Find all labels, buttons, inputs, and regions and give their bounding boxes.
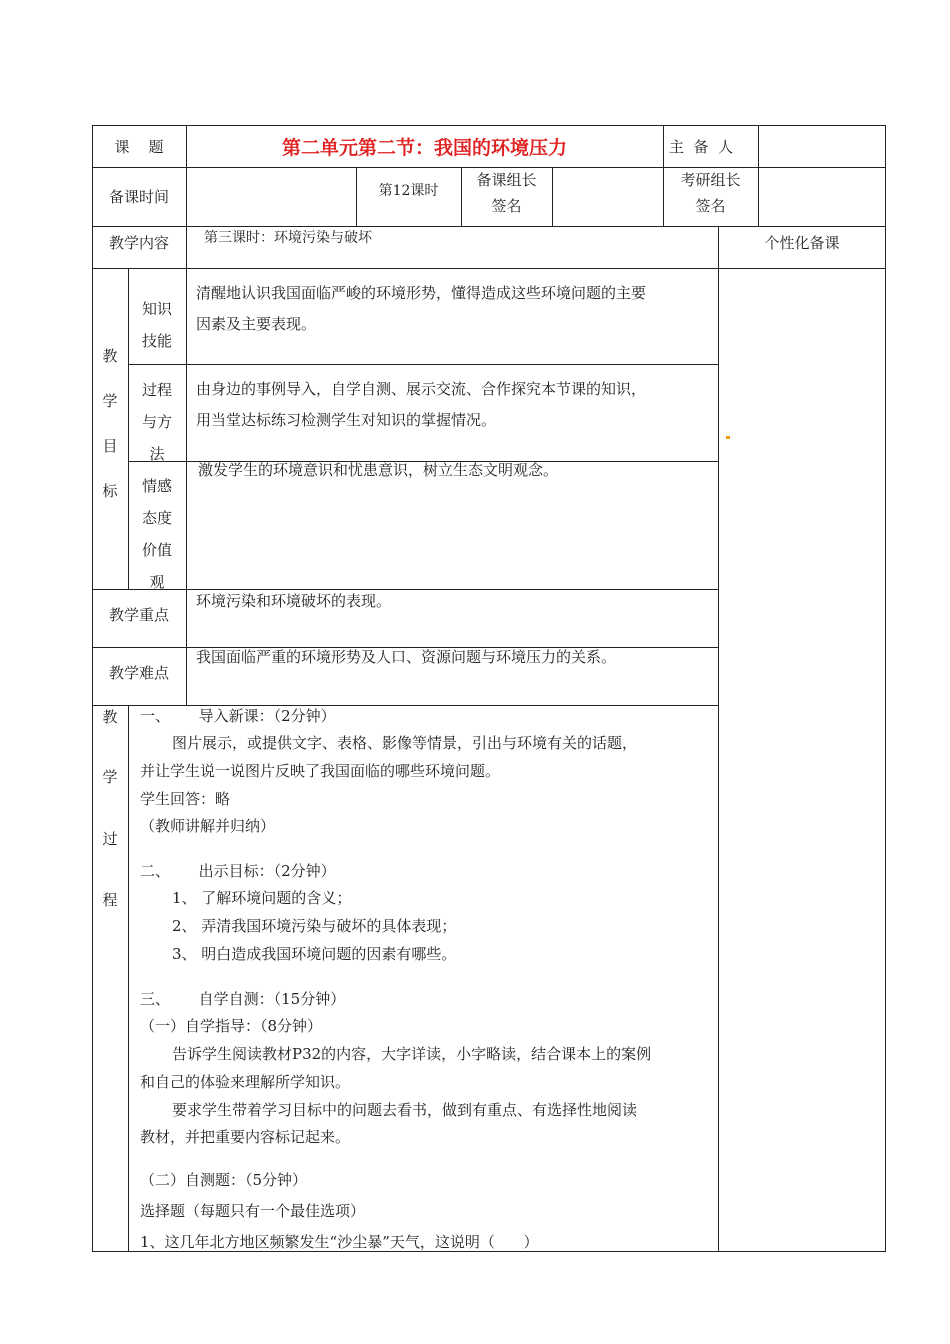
col-line [718,705,719,1252]
knowledge-label-line: 知识 [141,300,172,318]
col-line [758,125,759,227]
objective-item: 1、 了解环境问题的含义； [172,889,352,907]
section-3-title: 三、 自学自测：（15分钟） [140,990,346,1008]
process-text-line-1: 由身边的事例导入，自学自测、展示交流、合作探究本节课的知识， [196,380,647,398]
row-line [128,364,718,365]
section-1-answer: 学生回答：略 [140,790,231,808]
section-3-para-1-line-2: 和自己的体验来理解所学知识。 [140,1073,351,1091]
process-char: 过 [102,830,118,848]
key-point-text: 环境污染和环境破坏的表现。 [196,592,392,610]
research-leader-line-2: 签名 [695,197,726,215]
objective-item: 3、 明白造成我国环境问题的因素有哪些。 [172,945,457,963]
objectives-char: 目 [102,437,118,455]
emotion-label-line: 价值 [141,541,172,559]
objectives-char: 学 [102,392,118,410]
content-label: 教学内容 [108,234,169,252]
process-text-line-2: 用当堂达标练习检测学生对知识的掌握情况。 [196,411,497,429]
process-label-line: 法 [149,445,165,463]
question-1: 1、这几年北方地区频繁发生“沙尘暴”天气，这说明（ ） [140,1233,539,1251]
section-3-sub-2: （二）自测题：（5分钟） [140,1171,308,1189]
lesson-number: 第12课时 [378,183,439,199]
objectives-char: 教 [102,347,118,365]
content-value: 第三课时：环境污染与破坏 [204,230,372,246]
group-leader-line-2: 签名 [491,197,522,215]
group-leader-line-1: 备课组长 [476,171,537,189]
col-line [552,167,553,226]
preparer-label: 主 备 人 [669,138,734,156]
key-point-label: 教学重点 [108,606,169,624]
objectives-char: 标 [102,482,118,500]
knowledge-label-line: 技能 [141,332,172,350]
col-line [663,125,664,167]
table-top-border [92,125,886,126]
personal-prep-label: 个性化备课 [764,234,840,252]
small-mark [726,436,730,439]
process-char: 程 [102,891,118,909]
table-right-border [885,125,886,1252]
emotion-label-line: 态度 [141,509,172,527]
research-leader-label [663,167,758,219]
col-line [186,226,187,268]
group-leader-label [461,167,552,219]
research-leader-line-1: 考研组长 [680,171,741,189]
process-label-line: 与方 [141,413,172,431]
table-left-border [92,125,93,1252]
knowledge-text-line-2: 因素及主要表现。 [196,315,317,333]
prep-time-label: 备课时间 [108,188,169,206]
emotion-label [128,470,186,598]
section-1-para-line-1: 图片展示，或提供文字、表格、影像等情景，引出与环境有关的话题， [172,734,638,752]
lesson-title: 第二单元第二节：我国的环境压力 [281,137,567,159]
process-label-line: 过程 [141,381,172,399]
col-line [128,705,129,1252]
subject-label: 课 题 [114,138,164,156]
knowledge-label [128,293,186,357]
emotion-label-line: 情感 [141,477,172,495]
col-line [186,268,187,706]
section-1-title: 一、 导入新课：（2分钟） [140,707,336,725]
difficulty-label: 教学难点 [108,664,169,682]
row-line [92,268,886,269]
section-3-para-2-line-2: 教材，并把重要内容标记起来。 [140,1128,351,1146]
emotion-text: 激发学生的环境意识和忧患意识，树立生态文明观念。 [198,461,559,479]
objective-item: 2、 弄清我国环境污染与破坏的具体表现； [172,917,457,935]
section-3-para-1-line-1: 告诉学生阅读教材P32的内容，大字详读，小字略读，结合课本上的案例 [172,1045,652,1063]
section-1-note: （教师讲解并归纳） [140,817,276,835]
process-char: 教 [102,708,118,726]
section-2-title: 二、 出示目标：（2分钟） [140,862,336,880]
section-1-para-line-2: 并让学生说一说图片反映了我国面临的哪些环境问题。 [140,762,501,780]
section-3-sub-1: （一）自学指导：（8分钟） [140,1017,323,1035]
emotion-label-line: 观 [149,573,165,591]
col-line [718,226,719,706]
section-3-para-2-line-1: 要求学生带着学习目标中的问题去看书，做到有重点、有选择性地阅读 [172,1101,638,1119]
process-char: 学 [102,768,118,786]
difficulty-text: 我国面临严重的环境形势及人口、资源问题与环境压力的关系。 [196,648,617,666]
process-method-label [128,374,186,470]
choice-heading: 选择题（每题只有一个最佳选项） [140,1202,366,1220]
knowledge-text-line-1: 清醒地认识我国面临严峻的环境形势，懂得造成这些环境问题的主要 [196,284,647,302]
